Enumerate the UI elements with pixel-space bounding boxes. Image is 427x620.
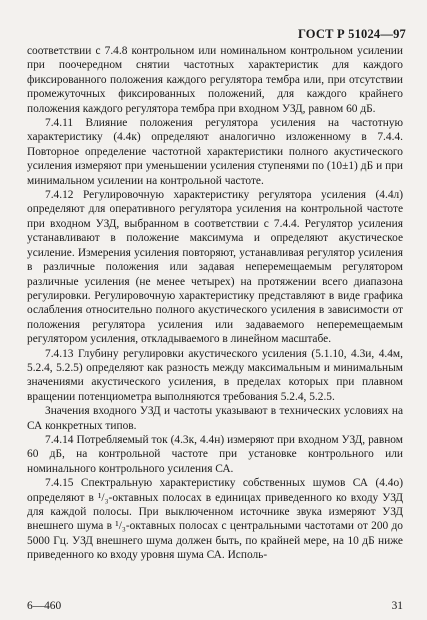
body-text	[27, 44, 403, 563]
paragraph-note: Значения входного УЗД и частоты указывают в технических условиях на СА конкретных типов.	[27, 405, 403, 432]
paragraph-7-4-11: 7.4.11 Влияние положения регулятора усиления на частотную характеристику (4.4к) определяют аналогично изложенному в 7.4.4. Повторное определение частотной характеристики полного акустического усиления измеряют при уменьшении усиления ступенями по (10±1) дБ и при минимальном усилении на контрольной частоте.	[27, 117, 403, 187]
paragraph-7-4-15: 7.4.15 Спектральную характеристику собственных шумов СА (4.4о) определяют в ¹/₃-октавных полосах в единицах приведенного ко входу УЗД для каждой полосы. При выключенном источнике звука измеряют УЗД внешнего шума в ¹/₃-октавных полосах с центральными частотами от 200 до 5000 Гц. УЗД внешнего шума должен быть, по крайней мере, на 10 дБ ниже приведенного ко входу уровня шума СА. Исполь-	[27, 477, 403, 562]
page-number: 31	[391, 600, 403, 612]
paragraph-7-4-12: 7.4.12 Регулировочную характеристику регулятора усиления (4.4л) определяют для оперативного регулятора усиления на контрольной частоте при входном УЗД, выбранном в соответствии с 7.4.4. Регулятор усиления устанавливают в положение максимума и определяют акустическое усиление. Измерения усиления повторяют, устанавливая регулятор усиления в различные положения или задавая неперемещаемым регулятором различные усиления (не менее четырех) на протяжении всего диапазона регулировки. Регулировочную характеристику представляют в виде графика ослабления относительно полного акустического усиления в зависимости от положения регулятора усиления или задаваемого неперемещаемым регулятором усиления, откладываемого в линейном масштабе.	[27, 189, 403, 346]
paragraph-7-4-13: 7.4.13 Глубину регулировки акустического усиления (5.1.10, 4.3и, 4.4м, 5.2.4, 5.2.5) определяют как разность между максимальным и минимальным значениями акустического усиления, в пределах которых при плавном вращении потенциометра выполняются требования 5.2.4, 5.2.5.	[27, 347, 403, 403]
standard-header: ГОСТ Р 51024—97	[297, 27, 406, 41]
print-signature: 6—460	[27, 600, 62, 612]
paragraph-7-4-14: 7.4.14 Потребляемый ток (4.3к, 4.4н) измеряют при входном УЗД, равном 60 дБ, на контрольной частоте при установке контрольного или номинального контрольного усиления СА.	[27, 433, 403, 475]
paragraph: соответствии с 7.4.8 контрольном или номинальном контрольном усилении при поочередном снятии частотных характеристик для каждого фиксированного положения каждого регулятора тембра или, при отсутствии промежуточных фиксированных положений, для каждого крайнего положения каждого регулятора тембра при входном УЗД, равном 60 дБ.	[27, 45, 403, 115]
